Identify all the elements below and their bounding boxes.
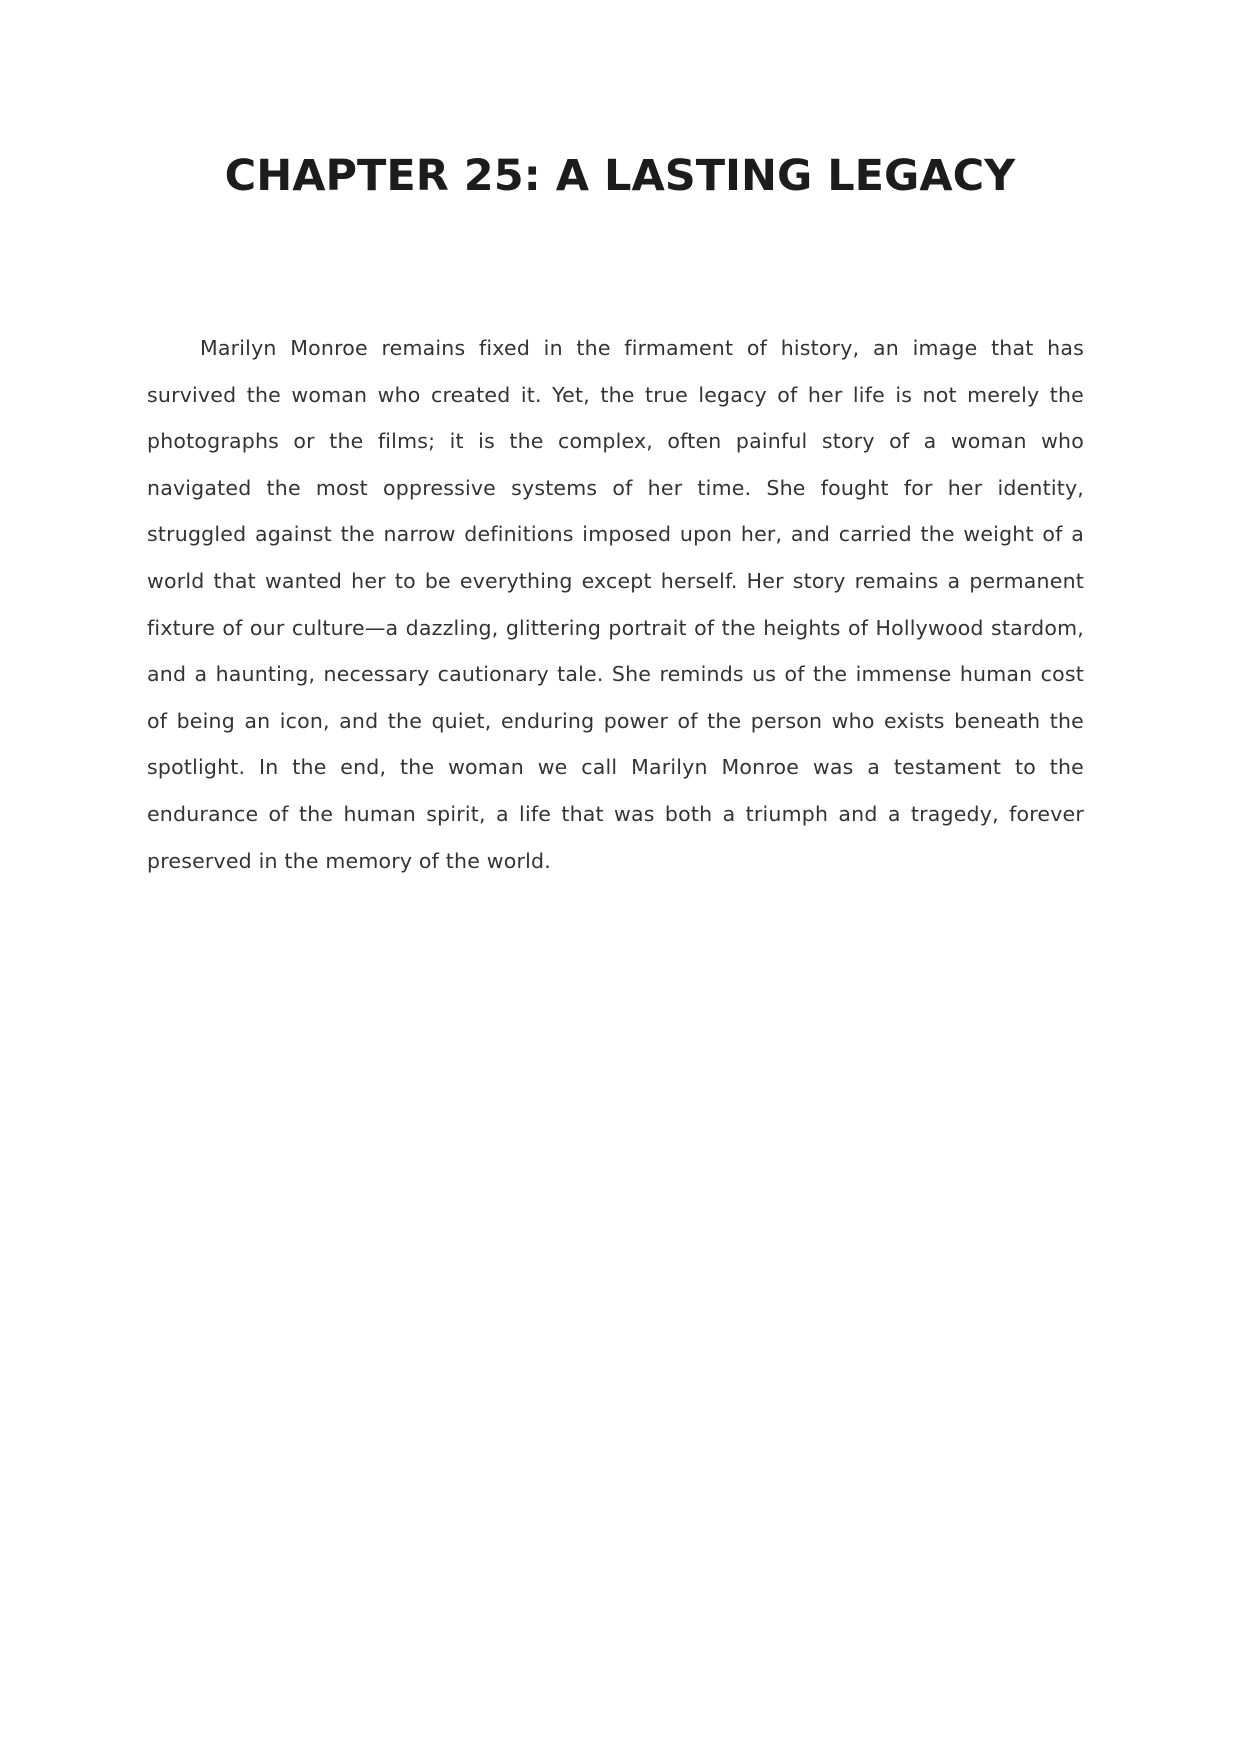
body-paragraph: Marilyn Monroe remains fixed in the firmament of history, an image that has survived the woman who created it. Yet, the true legacy of her life is not merely the photographs or the films; it is the complex, often painful story of a woman who navigated the most oppressive systems of her time. She fought for her identity, struggled against the narrow definitions imposed upon her, and carried the weight of a world that wanted her to be everything except herself. Her story remains a permanent fixture of our culture—a dazzling, glittering portrait of the heights of Hollywood stardom, and a haunting, necessary cautionary tale. She reminds us of the immense human cost of being an icon, and the quiet, enduring power of the person who exists beneath the spotlight. In the end, the woman we call Marilyn Monroe was a testament to the endurance of the human spirit, a life that was both a triumph and a tragedy, forever preserved in the memory of the world. [147,336,1084,873]
chapter-title: CHAPTER 25: A LASTING LEGACY [224,151,1016,201]
